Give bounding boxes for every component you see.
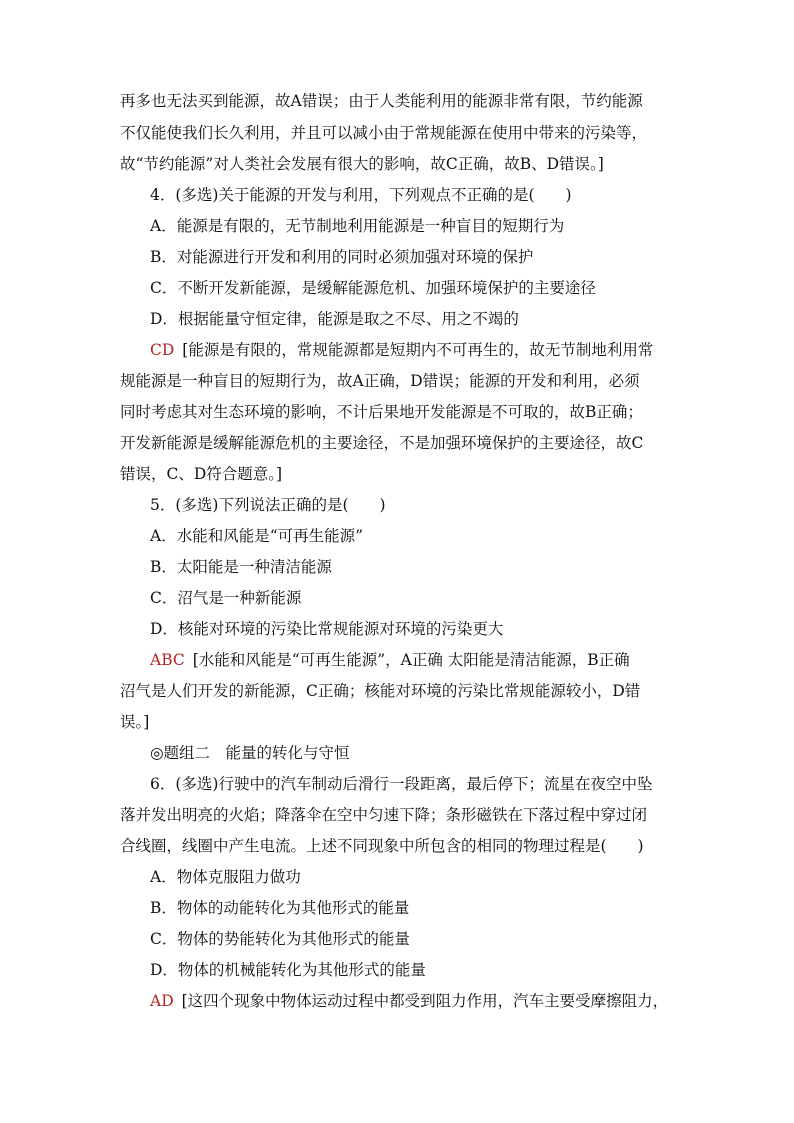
text-line: 沼气是人们开发的新能源，C正确；核能对环境的污染比常规能源较小，D错 <box>120 682 641 700</box>
option-b: B．物体的动能转化为其他形式的能量 <box>150 899 410 917</box>
question-6: 6．(多选)行驶中的汽车制动后滑行一段距离，最后停下；流星在夜空中坠 <box>150 775 653 793</box>
text-line: 落并发出明亮的火焰；降落伞在空中匀速下降；条形磁铁在下落过程中穿过闭 <box>120 806 648 824</box>
answer-label: AD <box>150 992 174 1010</box>
section-heading: ◎题组二 能量的转化与守恒 <box>150 744 350 762</box>
text-line: 误。] <box>120 713 150 731</box>
text-line: 开发新能源是缓解能源危机的主要途径，不是加强环境保护的主要途径，故C <box>120 434 644 452</box>
answer-label: CD <box>150 341 175 359</box>
option-a: A．水能和风能是“可再生能源” <box>150 527 364 545</box>
option-b: B．太阳能是一种清洁能源 <box>150 558 332 576</box>
text-line: 同时考虑其对生态环境的影响，不计后果地开发能源是不可取的，故B正确； <box>120 403 643 421</box>
text-line: 不仅能使我们长久利用，并且可以减小由于常规能源在使用中带来的污染等， <box>120 124 648 142</box>
text-line: 合线圈，线圈中产生电流。上述不同现象中所包含的相同的物理过程是( ) <box>120 837 644 855</box>
option-a: A．能源是有限的，无节制地利用能源是一种盲目的短期行为 <box>150 217 565 235</box>
text-line: 再多也无法买到能源，故A错误；由于人类能利用的能源非常有限，节约能源 <box>120 92 643 110</box>
answer-explanation: CD [能源是有限的，常规能源都是短期内不可再生的，故无节制地利用常 <box>150 341 654 359</box>
text-line: 规能源是一种盲目的短期行为，故A正确，D错误；能源的开发和利用，必须 <box>120 372 640 390</box>
option-a: A．物体克服阻力做功 <box>150 868 301 886</box>
option-d: D．根据能量守恒定律，能源是取之不尽、用之不竭的 <box>150 310 519 328</box>
answer-explanation: AD [这四个现象中物体运动过程中都受到阻力作用，汽车主要受摩擦阻力， <box>150 992 669 1010</box>
question-5: 5．(多选)下列说法正确的是( ) <box>150 496 386 514</box>
option-d: D．物体的机械能转化为其他形式的能量 <box>150 961 426 979</box>
option-d: D．核能对环境的污染比常规能源对环境的污染更大 <box>150 620 504 638</box>
text-line: 错误，C、D符合题意。] <box>120 465 283 483</box>
question-4: 4．(多选)关于能源的开发与利用，下列观点不正确的是( ) <box>150 186 572 204</box>
answer-label: ABC <box>150 651 185 669</box>
text-line: 故“节约能源”对人类社会发展有很大的影响，故C正确，故B、D错误。] <box>120 155 604 173</box>
option-c: C．不断开发新能源，是缓解能源危机、加强环境保护的主要途径 <box>150 279 596 297</box>
option-c: C．物体的势能转化为其他形式的能量 <box>150 930 410 948</box>
option-c: C．沼气是一种新能源 <box>150 589 302 607</box>
option-b: B．对能源进行开发和利用的同时必须加强对环境的保护 <box>150 248 534 266</box>
answer-explanation: ABC [水能和风能是“可再生能源”，A正确 太阳能是清洁能源，B正确 <box>150 651 630 669</box>
